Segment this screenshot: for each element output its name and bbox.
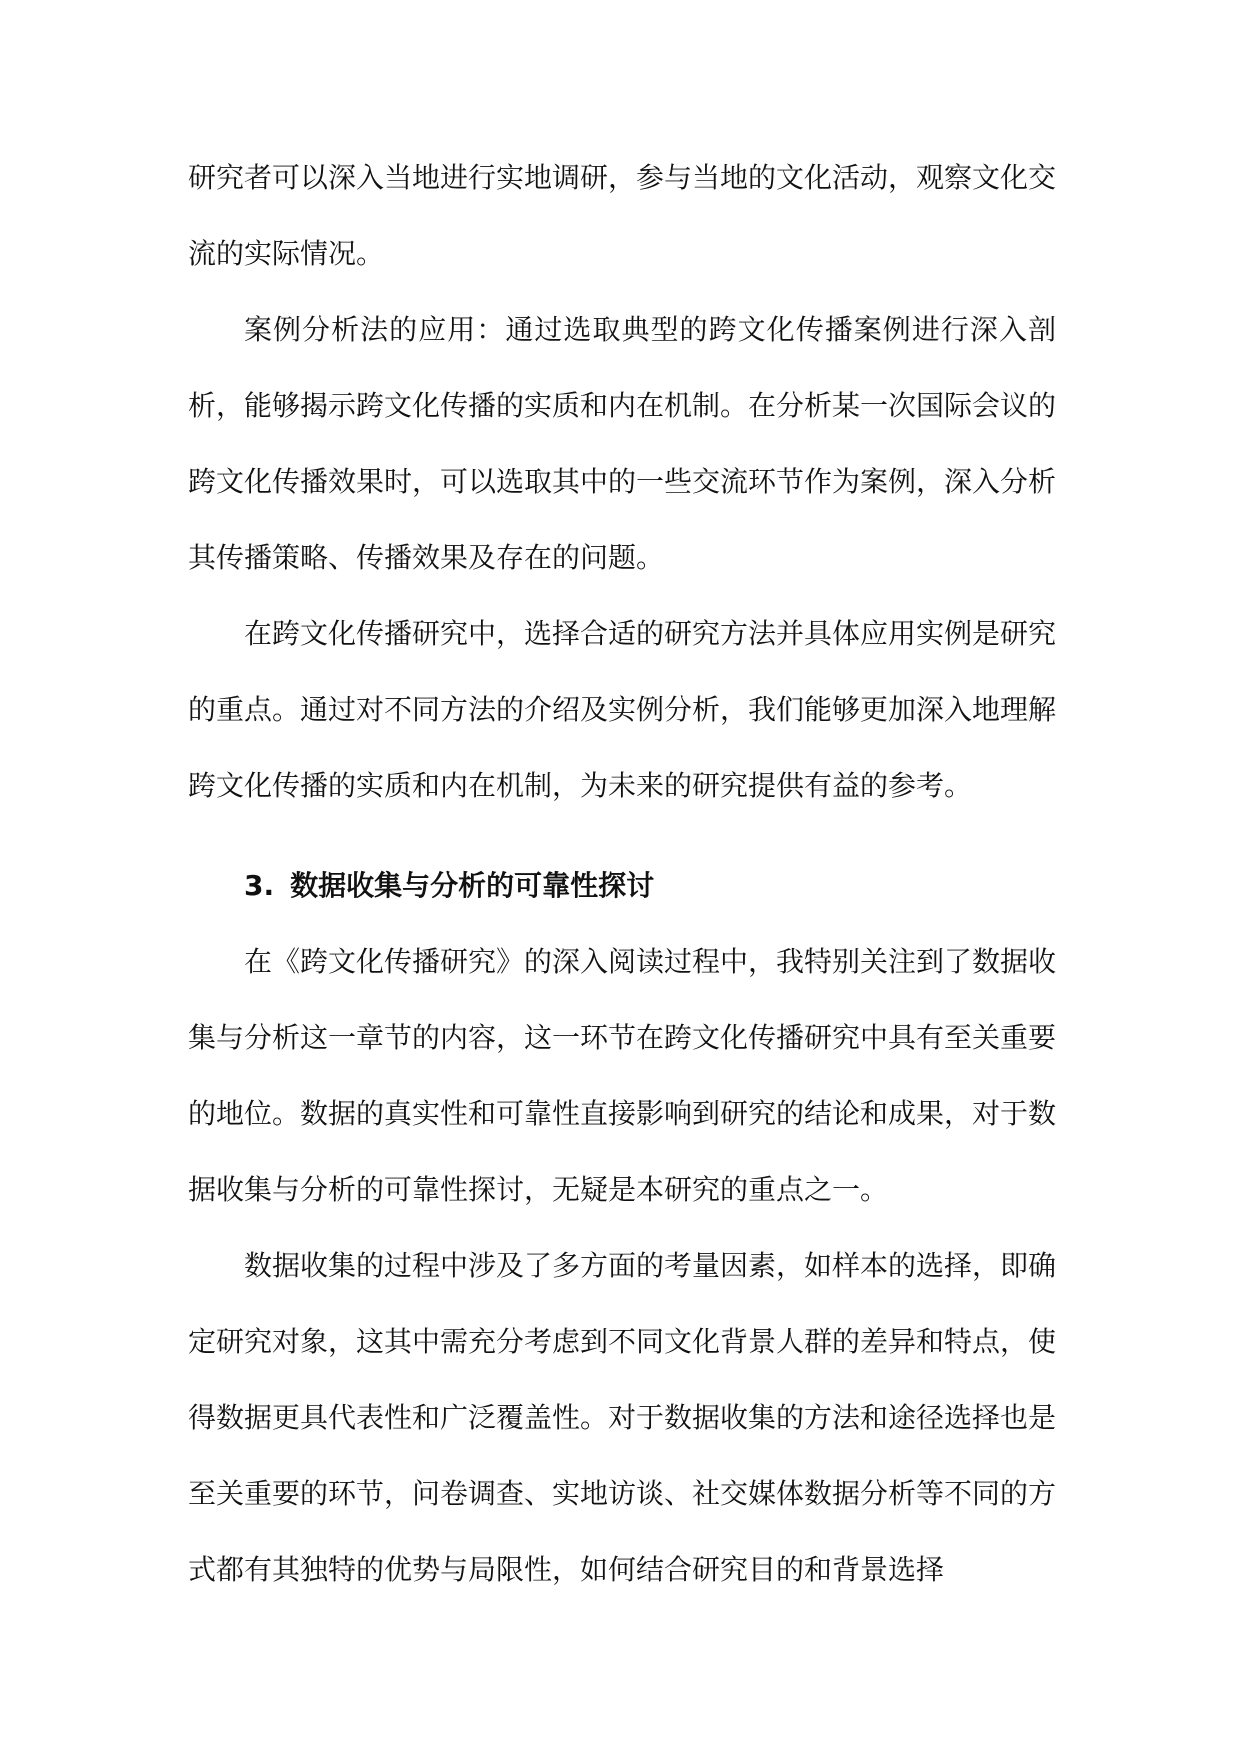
section-title: 数据收集与分析的可靠性探讨 <box>290 869 655 902</box>
paragraph-data-collection: 数据收集的过程中涉及了多方面的考量因素，如样本的选择，即确定研究对象，这其中需充分考虑到不同文化背景人群的差异和特点，使得数据更具代表性和广泛覆盖性。对于数据收集的方法和途径选择也是至关重要的环节，问卷调查、实地访谈、社交媒体数据分析等不同的方式都有其独特的优势与局限性，如何结合研究目的和背景选择 <box>188 1249 1057 1586</box>
paragraph-method-summary: 在跨文化传播研究中，选择合适的研究方法并具体应用实例是研究的重点。通过对不同方法的介绍及实例分析，我们能够更加深入地理解跨文化传播的实质和内在机制，为未来的研究提供有益的参考。 <box>188 617 1057 802</box>
document-body <box>188 140 1056 1608</box>
section-heading <box>188 848 1056 924</box>
section-number: 3. <box>244 869 275 902</box>
paragraph-case-analysis: 案例分析法的应用：通过选取典型的跨文化传播案例进行深入剖析，能够揭示跨文化传播的实质和内在机制。在分析某一次国际会议的跨文化传播效果时，可以选取其中的一些交流环节作为案例，深入分析其传播策略、传播效果及存在的问题。 <box>188 313 1057 574</box>
paragraph-continuation: 研究者可以深入当地进行实地调研，参与当地的文化活动，观察文化交流的实际情况。 <box>188 161 1057 270</box>
paragraph-data-intro: 在《跨文化传播研究》的深入阅读过程中，我特别关注到了数据收集与分析这一章节的内容，这一环节在跨文化传播研究中具有至关重要的地位。数据的真实性和可靠性直接影响到研究的结论和成果，对于数据收集与分析的可靠性探讨，无疑是本研究的重点之一。 <box>188 945 1057 1206</box>
